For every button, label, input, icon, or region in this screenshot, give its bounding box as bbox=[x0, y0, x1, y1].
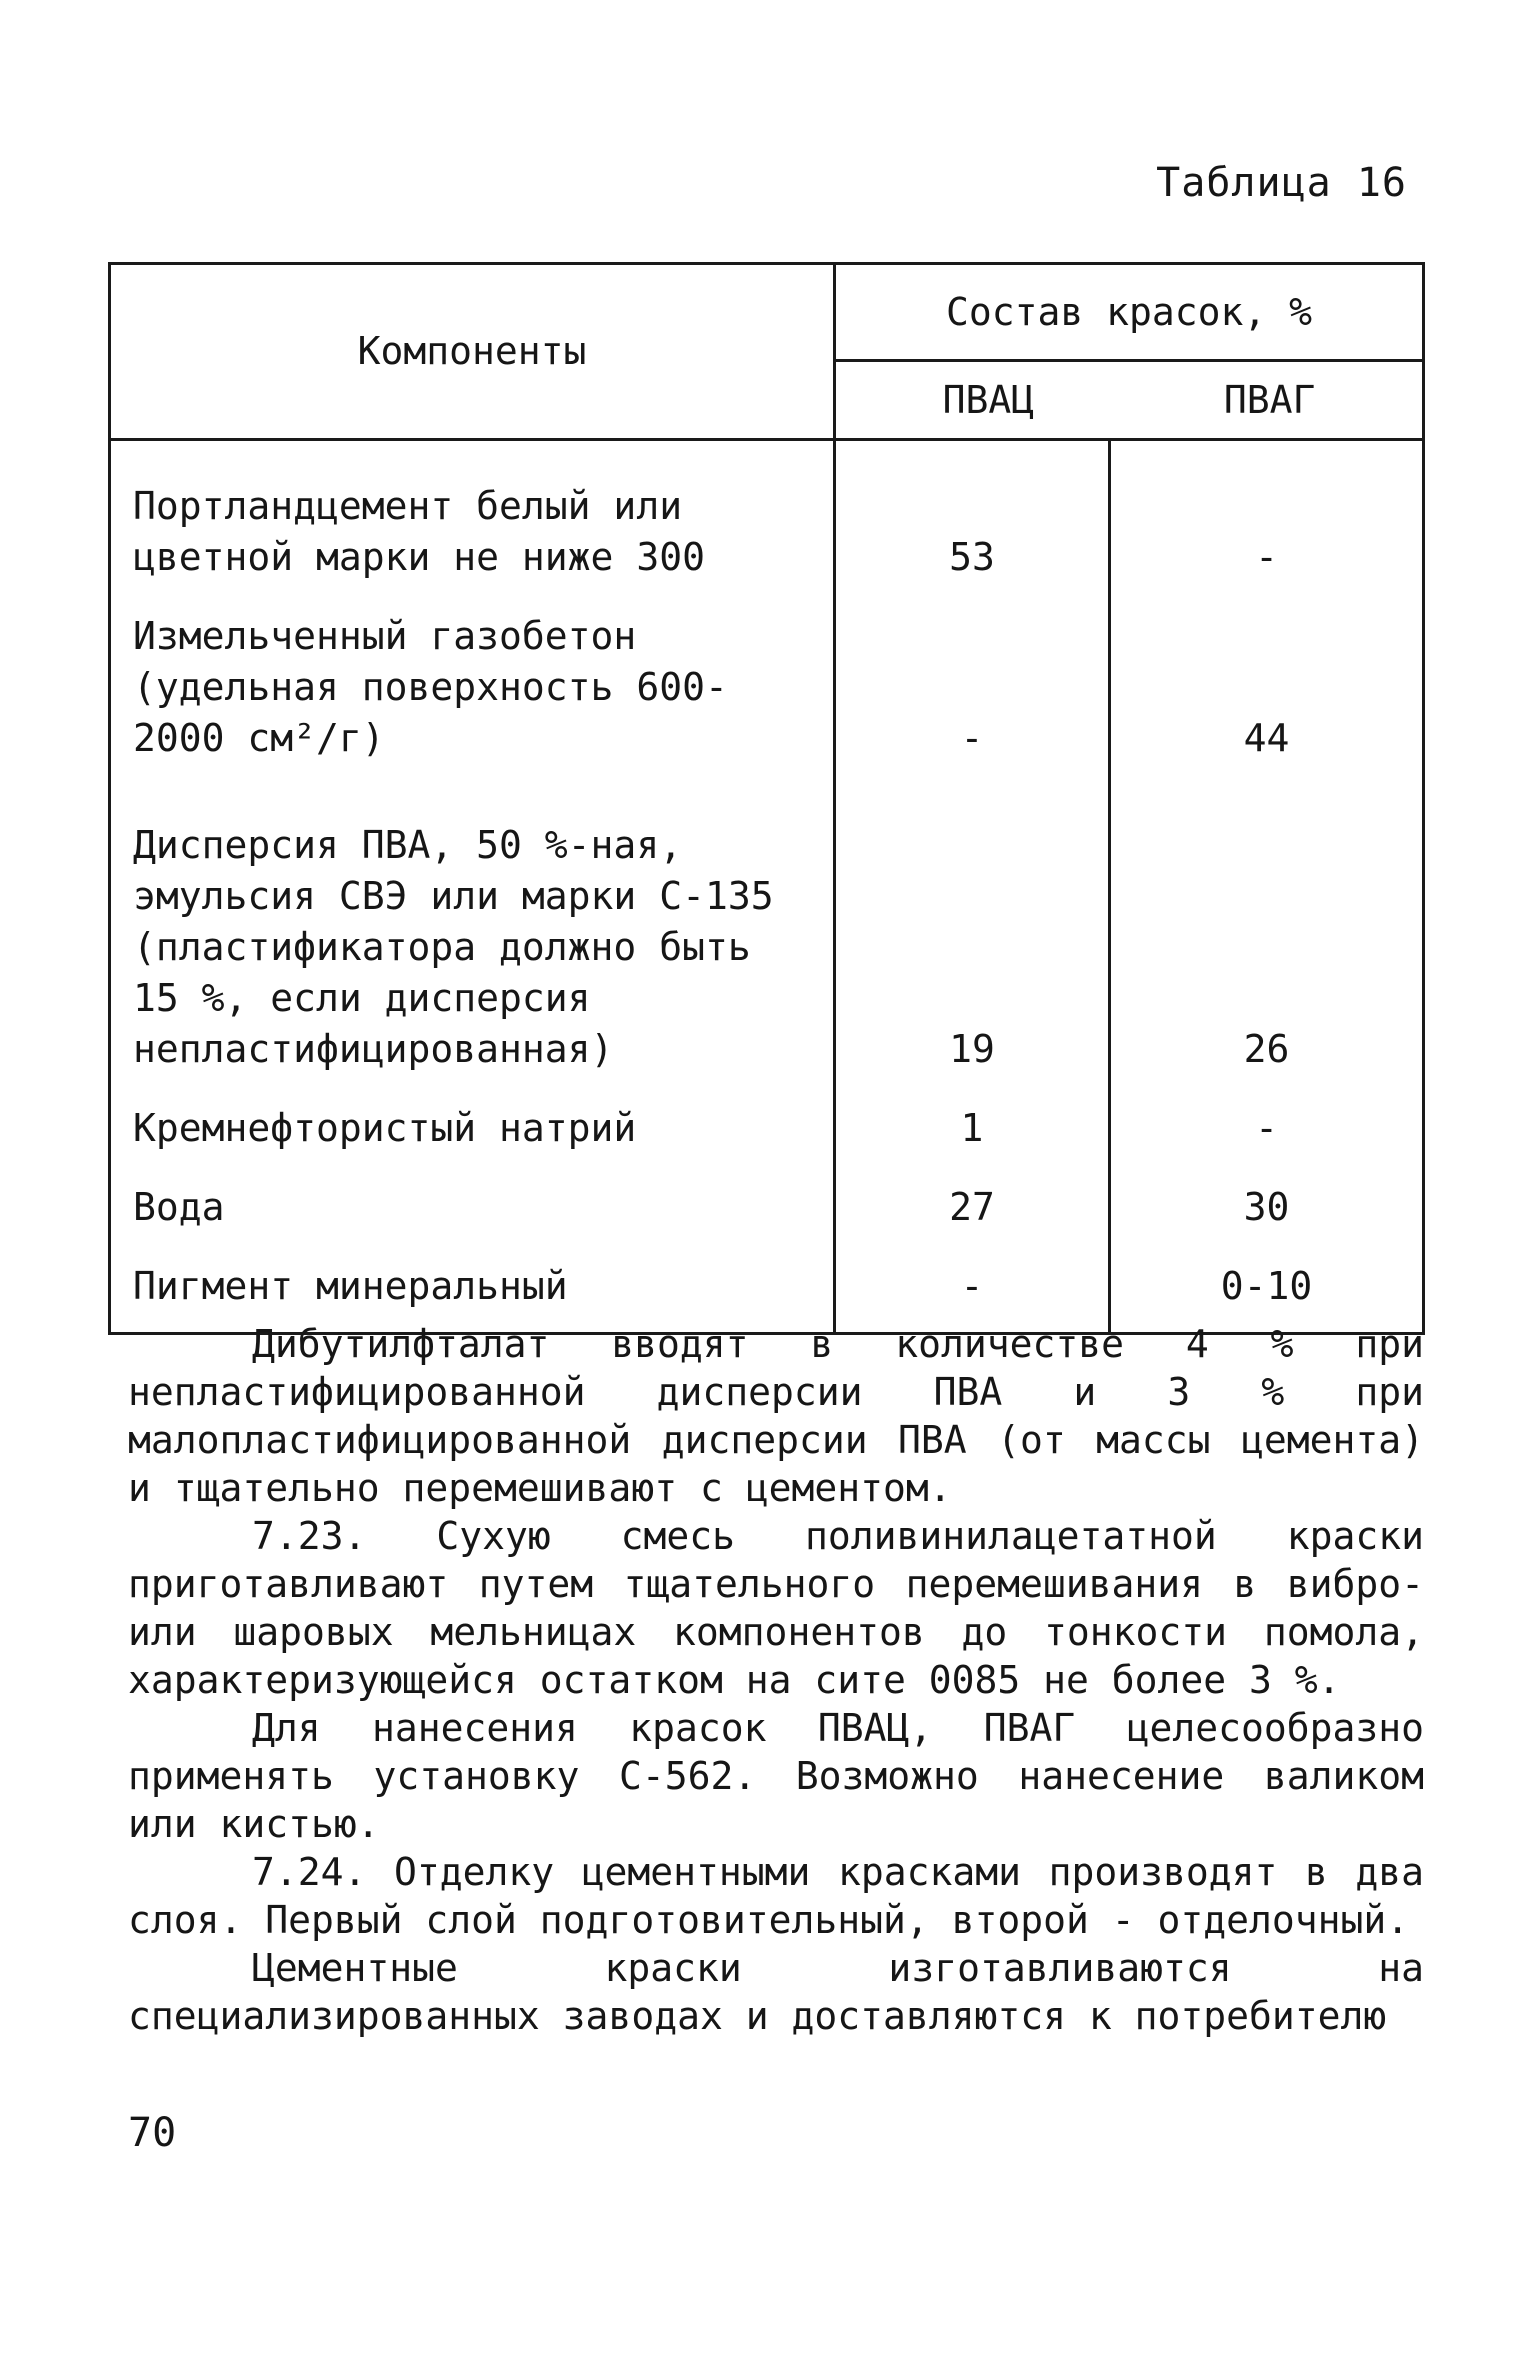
value-pvac: 53 bbox=[835, 440, 1110, 592]
composition-table bbox=[108, 262, 1425, 1335]
paragraph-dibutylphthalate: Дибутилфталат вводят в количестве 4 % при непластифицированной дисперсии ПВА и 3 % при малопластифицированной дисперсии ПВА (от массы цемента) и тщательно перемешивают с цементом. bbox=[128, 1322, 1424, 1510]
table-row bbox=[110, 1162, 1424, 1241]
body-text bbox=[128, 1320, 1424, 2040]
value-pvag: 30 bbox=[1110, 1162, 1424, 1241]
value-pvac: 19 bbox=[835, 772, 1110, 1083]
value-pvag: - bbox=[1110, 440, 1424, 592]
value-pvag: 0-10 bbox=[1110, 1241, 1424, 1334]
value-pvag: - bbox=[1110, 1083, 1424, 1162]
header-components: Компоненты bbox=[110, 264, 835, 440]
value-pvag: 26 bbox=[1110, 772, 1424, 1083]
value-pvac: 27 bbox=[835, 1162, 1110, 1241]
page-number: 70 bbox=[128, 2110, 177, 2156]
table-caption: Таблица 16 bbox=[1156, 160, 1407, 206]
table-row bbox=[110, 591, 1424, 772]
paragraph-application: Для нанесения красок ПВАЦ, ПВАГ целесообразно применять установку С-562. Возможно нанесение валиком или кистью. bbox=[128, 1706, 1424, 1846]
table-row bbox=[110, 440, 1424, 592]
component-name: Пигмент минеральный bbox=[110, 1241, 835, 1334]
paragraph-7-23: 7.23. Сухую смесь поливинилацетатной краски приготавливают путем тщательного перемешивания в вибро- или шаровых мельницах компонентов до тонкости помола, характеризующейся остатком на сите 0085 не более 3 %. bbox=[128, 1514, 1424, 1702]
component-name: Кремнефтористый натрий bbox=[110, 1083, 835, 1162]
component-name: Измельченный газобетон (удельная поверхность 600-2000 см²/г) bbox=[110, 591, 835, 772]
header-paint-types bbox=[835, 361, 1424, 440]
paragraph-manufacturing: Цементные краски изготавливаются на специализированных заводах и доставляются к потребителю bbox=[128, 1946, 1424, 2038]
component-name: Вода bbox=[110, 1162, 835, 1241]
value-pvag: 44 bbox=[1110, 591, 1424, 772]
component-name: Портландцемент белый или цветной марки не ниже 300 bbox=[110, 440, 835, 592]
table-row bbox=[110, 772, 1424, 1083]
header-pvag: ПВАГ bbox=[1223, 377, 1316, 422]
component-name: Дисперсия ПВА, 50 %-ная, эмульсия СВЭ или марки С-135 (пластификатора должно быть 15 %, если дисперсия непластифицированная) bbox=[110, 772, 835, 1083]
header-pvac: ПВАЦ bbox=[942, 377, 1035, 422]
paragraph-7-24: 7.24. Отделку цементными красками производят в два слоя. Первый слой подготовительный, второй - отделочный. bbox=[128, 1850, 1424, 1942]
header-paint-composition: Состав красок, % bbox=[835, 264, 1424, 361]
value-pvac: 1 bbox=[835, 1083, 1110, 1162]
value-pvac: - bbox=[835, 591, 1110, 772]
table-row bbox=[110, 1083, 1424, 1162]
value-pvac: - bbox=[835, 1241, 1110, 1334]
